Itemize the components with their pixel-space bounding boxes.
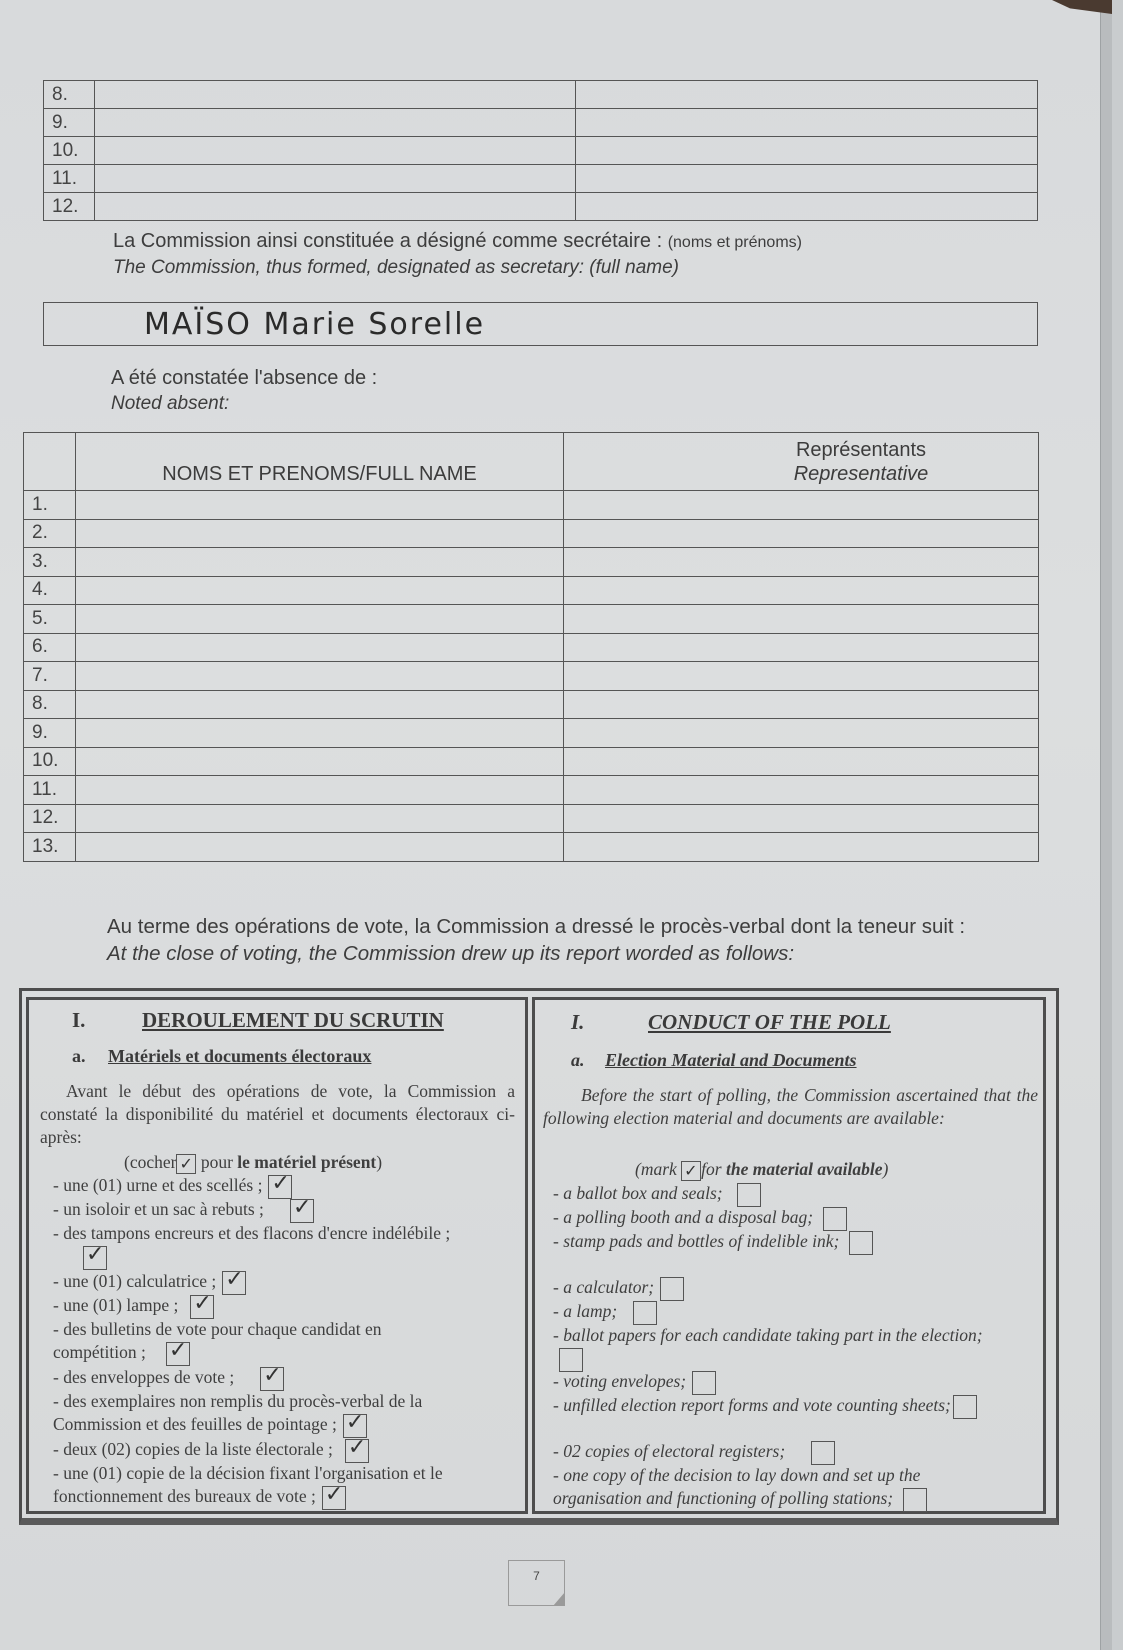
role-cell[interactable]	[576, 193, 1038, 221]
checkbox-checked[interactable]	[260, 1367, 284, 1391]
subsection-title-en: Election Material and Documents	[605, 1050, 857, 1070]
representative-cell[interactable]	[564, 605, 1039, 634]
checklist-item	[53, 1222, 473, 1270]
item-label: - unfilled election report forms and vote counting sheets;	[553, 1395, 951, 1415]
representative-cell[interactable]	[564, 491, 1039, 520]
role-cell[interactable]	[576, 109, 1038, 137]
subsection-letter-en: a.	[571, 1050, 585, 1070]
checkbox-empty[interactable]	[811, 1441, 835, 1465]
name-cell[interactable]	[76, 548, 564, 577]
item-label: - des tampons encreurs et des flacons d'encre indélébile ;	[53, 1223, 451, 1243]
section-numeral-en: I.	[571, 1010, 585, 1034]
row-number: 10.	[44, 137, 95, 165]
secretary-value: MAÏSO Marie Sorelle	[144, 307, 486, 342]
secretary-field[interactable]	[43, 302, 1038, 346]
table-row	[24, 690, 1039, 719]
absent-label-fr: A été constatée l'absence de :	[111, 367, 378, 389]
table-row	[24, 804, 1039, 833]
role-cell[interactable]	[576, 165, 1038, 193]
representative-cell[interactable]	[564, 833, 1039, 862]
item-label: - des exemplaires non remplis du procès-verbal de la Commission et des feuilles de pointage ;	[53, 1391, 423, 1434]
checkbox-checked[interactable]	[190, 1295, 214, 1319]
name-cell[interactable]	[76, 491, 564, 520]
name-cell[interactable]	[76, 776, 564, 805]
instruction-fr-bold: le matériel présent	[237, 1152, 377, 1172]
row-number: 13.	[24, 833, 76, 862]
intro-fr: Avant le début des opérations de vote, la Commission a constaté la disponibilité du matériel et documents électoraux ci-après:	[40, 1081, 515, 1147]
checklist-item	[53, 1270, 246, 1295]
row-number: 3.	[24, 548, 76, 577]
section-title-fr: DEROULEMENT DU SCRUTIN	[142, 1008, 444, 1032]
intro-en: Before the start of polling, the Commission ascertained that the following election material and documents are available:	[543, 1085, 1038, 1128]
checkbox-checked[interactable]	[290, 1199, 314, 1223]
table-row	[44, 109, 1038, 137]
row-number: 10.	[24, 747, 76, 776]
table-row	[24, 519, 1039, 548]
name-cell[interactable]	[76, 747, 564, 776]
row-number: 9.	[44, 109, 95, 137]
representative-cell[interactable]	[564, 576, 1039, 605]
checklist-item	[53, 1366, 284, 1391]
sample-check-icon	[176, 1154, 196, 1174]
row-number: 7.	[24, 662, 76, 691]
name-cell[interactable]	[76, 633, 564, 662]
checklist-item	[553, 1206, 847, 1231]
checklist-item	[53, 1294, 214, 1319]
row-number: 9.	[24, 719, 76, 748]
item-label: - a calculator;	[553, 1277, 655, 1297]
row-number: 12.	[24, 804, 76, 833]
closing-text-fr: Au terme des opérations de vote, la Commission a dressé le procès-verbal dont la teneur suit :	[107, 915, 966, 938]
item-label: - stamp pads and bottles of indelible ink;	[553, 1231, 840, 1251]
checklist-item	[553, 1300, 657, 1325]
representative-cell[interactable]	[564, 719, 1039, 748]
representative-cell[interactable]	[564, 662, 1039, 691]
header-representative	[564, 433, 1039, 491]
role-cell[interactable]	[576, 137, 1038, 165]
role-cell[interactable]	[576, 81, 1038, 109]
representative-cell[interactable]	[564, 548, 1039, 577]
members-table-continued	[43, 80, 1038, 221]
checkbox-checked[interactable]	[166, 1342, 190, 1366]
name-cell[interactable]	[76, 519, 564, 548]
name-cell[interactable]	[95, 193, 576, 221]
name-cell[interactable]	[95, 109, 576, 137]
table-row	[24, 605, 1039, 634]
table-row	[44, 81, 1038, 109]
item-label: - deux (02) copies de la liste électorale ;	[53, 1439, 333, 1459]
name-cell[interactable]	[76, 690, 564, 719]
closing-text-en: At the close of voting, the Commission drew up its report worded as follows:	[107, 942, 795, 965]
checkbox-empty[interactable]	[660, 1277, 684, 1301]
secretary-label-fr	[113, 230, 802, 253]
checkbox-checked[interactable]	[322, 1486, 346, 1510]
item-label: - un isoloir et un sac à rebuts ;	[53, 1199, 264, 1219]
name-cell[interactable]	[76, 833, 564, 862]
item-label: - ballot papers for each candidate taking part in the election;	[553, 1325, 983, 1345]
checklist-item	[53, 1174, 292, 1199]
item-label: - a polling booth and a disposal bag;	[553, 1207, 814, 1227]
checklist-item	[553, 1276, 684, 1301]
checklist-item	[553, 1370, 716, 1395]
table-row	[24, 576, 1039, 605]
instruction-en	[635, 1158, 888, 1181]
table-row	[24, 747, 1039, 776]
conduct-of-poll-section	[19, 988, 1059, 1525]
checklist-item	[53, 1438, 369, 1463]
checklist-item	[53, 1390, 493, 1438]
absent-label-en: Noted absent:	[111, 393, 230, 414]
item-label: - one copy of the decision to lay down and set up the organisation and functioning of polling stations;	[553, 1465, 921, 1508]
subsection-title-fr: Matériels et documents électoraux	[108, 1046, 372, 1066]
representative-cell[interactable]	[564, 776, 1039, 805]
table-row	[44, 165, 1038, 193]
absent-table	[23, 432, 1039, 862]
checkbox-empty[interactable]	[692, 1371, 716, 1395]
table-row	[24, 491, 1039, 520]
instruction-fr	[124, 1151, 382, 1174]
french-column	[26, 997, 528, 1514]
checkbox-empty[interactable]	[633, 1301, 657, 1325]
row-number: 8.	[44, 81, 95, 109]
checkbox-empty[interactable]	[849, 1231, 873, 1255]
checkbox-checked[interactable]	[345, 1439, 369, 1463]
table-row	[44, 193, 1038, 221]
item-label: - 02 copies of electoral registers;	[553, 1441, 786, 1461]
page-edge	[1100, 0, 1112, 1650]
table-row	[44, 137, 1038, 165]
checklist-item	[553, 1394, 977, 1419]
checkbox-empty[interactable]	[903, 1488, 927, 1512]
secretary-label-en: The Commission, thus formed, designated as secretary: (full name)	[113, 257, 680, 278]
checkbox-checked[interactable]	[83, 1246, 107, 1270]
sample-check-icon	[681, 1161, 701, 1181]
item-label: - une (01) urne et des scellés ;	[53, 1175, 263, 1195]
item-label: - a ballot box and seals;	[553, 1183, 723, 1203]
instruction-en-close: )	[882, 1159, 889, 1179]
row-number: 6.	[24, 633, 76, 662]
row-number: 11.	[44, 165, 95, 193]
secretary-label-fr-note: (noms et prénoms)	[667, 234, 802, 251]
checklist-item	[553, 1230, 873, 1255]
table-row	[24, 719, 1039, 748]
checkbox-empty[interactable]	[953, 1395, 977, 1419]
table-row	[24, 662, 1039, 691]
name-cell[interactable]	[76, 605, 564, 634]
item-label: - des bulletins de vote pour chaque candidat en compétition ;	[53, 1319, 382, 1362]
representative-cell[interactable]	[564, 747, 1039, 776]
table-row	[24, 833, 1039, 862]
background-corner	[1052, 0, 1112, 14]
item-label: - a lamp;	[553, 1301, 618, 1321]
name-cell[interactable]	[76, 662, 564, 691]
name-cell[interactable]	[76, 804, 564, 833]
name-cell[interactable]	[76, 719, 564, 748]
representative-cell[interactable]	[564, 633, 1039, 662]
header-rep-en: Representative	[793, 462, 929, 485]
table-row	[24, 633, 1039, 662]
checkbox-empty[interactable]	[737, 1183, 761, 1207]
row-number: 2.	[24, 519, 76, 548]
checkbox-checked[interactable]	[222, 1271, 246, 1295]
row-number: 12.	[44, 193, 95, 221]
page-number: 7	[508, 1560, 565, 1606]
name-cell[interactable]	[95, 165, 576, 193]
representative-cell[interactable]	[564, 690, 1039, 719]
checkbox-checked[interactable]	[268, 1175, 292, 1199]
table-header-row	[24, 433, 1039, 491]
representative-cell[interactable]	[564, 519, 1039, 548]
instruction-en-pre: (mark	[635, 1159, 677, 1179]
checklist-item	[53, 1318, 453, 1366]
name-cell[interactable]	[76, 576, 564, 605]
table-row	[24, 548, 1039, 577]
checklist-item	[553, 1324, 983, 1372]
english-column	[532, 997, 1046, 1514]
representative-cell[interactable]	[564, 804, 1039, 833]
header-rep-fr: Représentants	[795, 438, 927, 461]
item-label: - des enveloppes de vote ;	[53, 1367, 235, 1387]
instruction-fr-close: )	[376, 1152, 383, 1172]
section-numeral-fr: I.	[72, 1008, 86, 1032]
row-number: 4.	[24, 576, 76, 605]
instruction-en-bold: the material available	[725, 1159, 883, 1179]
row-number: 5.	[24, 605, 76, 634]
section-title-en: CONDUCT OF THE POLL	[648, 1010, 891, 1034]
instruction-en-mid: for	[701, 1159, 726, 1179]
instruction-fr-pre: (cocher	[124, 1152, 177, 1172]
row-number: 8.	[24, 690, 76, 719]
checklist-item	[53, 1198, 314, 1223]
item-label: - une (01) copie de la décision fixant l'organisation et le fonctionnement des bureaux de vote ;	[53, 1463, 443, 1506]
checklist-item	[53, 1462, 523, 1510]
name-cell[interactable]	[95, 137, 576, 165]
table-row	[24, 776, 1039, 805]
checklist-item	[553, 1464, 1003, 1512]
secretary-label-fr-text: La Commission ainsi constituée a désigné comme secrétaire :	[113, 230, 663, 252]
row-number: 1.	[24, 491, 76, 520]
item-label: - voting envelopes;	[553, 1371, 687, 1391]
checklist-item	[553, 1440, 835, 1465]
checkbox-empty[interactable]	[823, 1207, 847, 1231]
header-number	[24, 433, 76, 491]
item-label: - une (01) calculatrice ;	[53, 1271, 217, 1291]
checkbox-empty[interactable]	[559, 1348, 583, 1372]
checklist-item	[553, 1182, 761, 1207]
subsection-letter-fr: a.	[72, 1046, 86, 1066]
row-number: 11.	[24, 776, 76, 805]
name-cell[interactable]	[95, 81, 576, 109]
item-label: - une (01) lampe ;	[53, 1295, 179, 1315]
instruction-fr-mid: pour	[196, 1152, 238, 1172]
header-full-name: NOMS ET PRENOMS/FULL NAME	[76, 433, 564, 491]
